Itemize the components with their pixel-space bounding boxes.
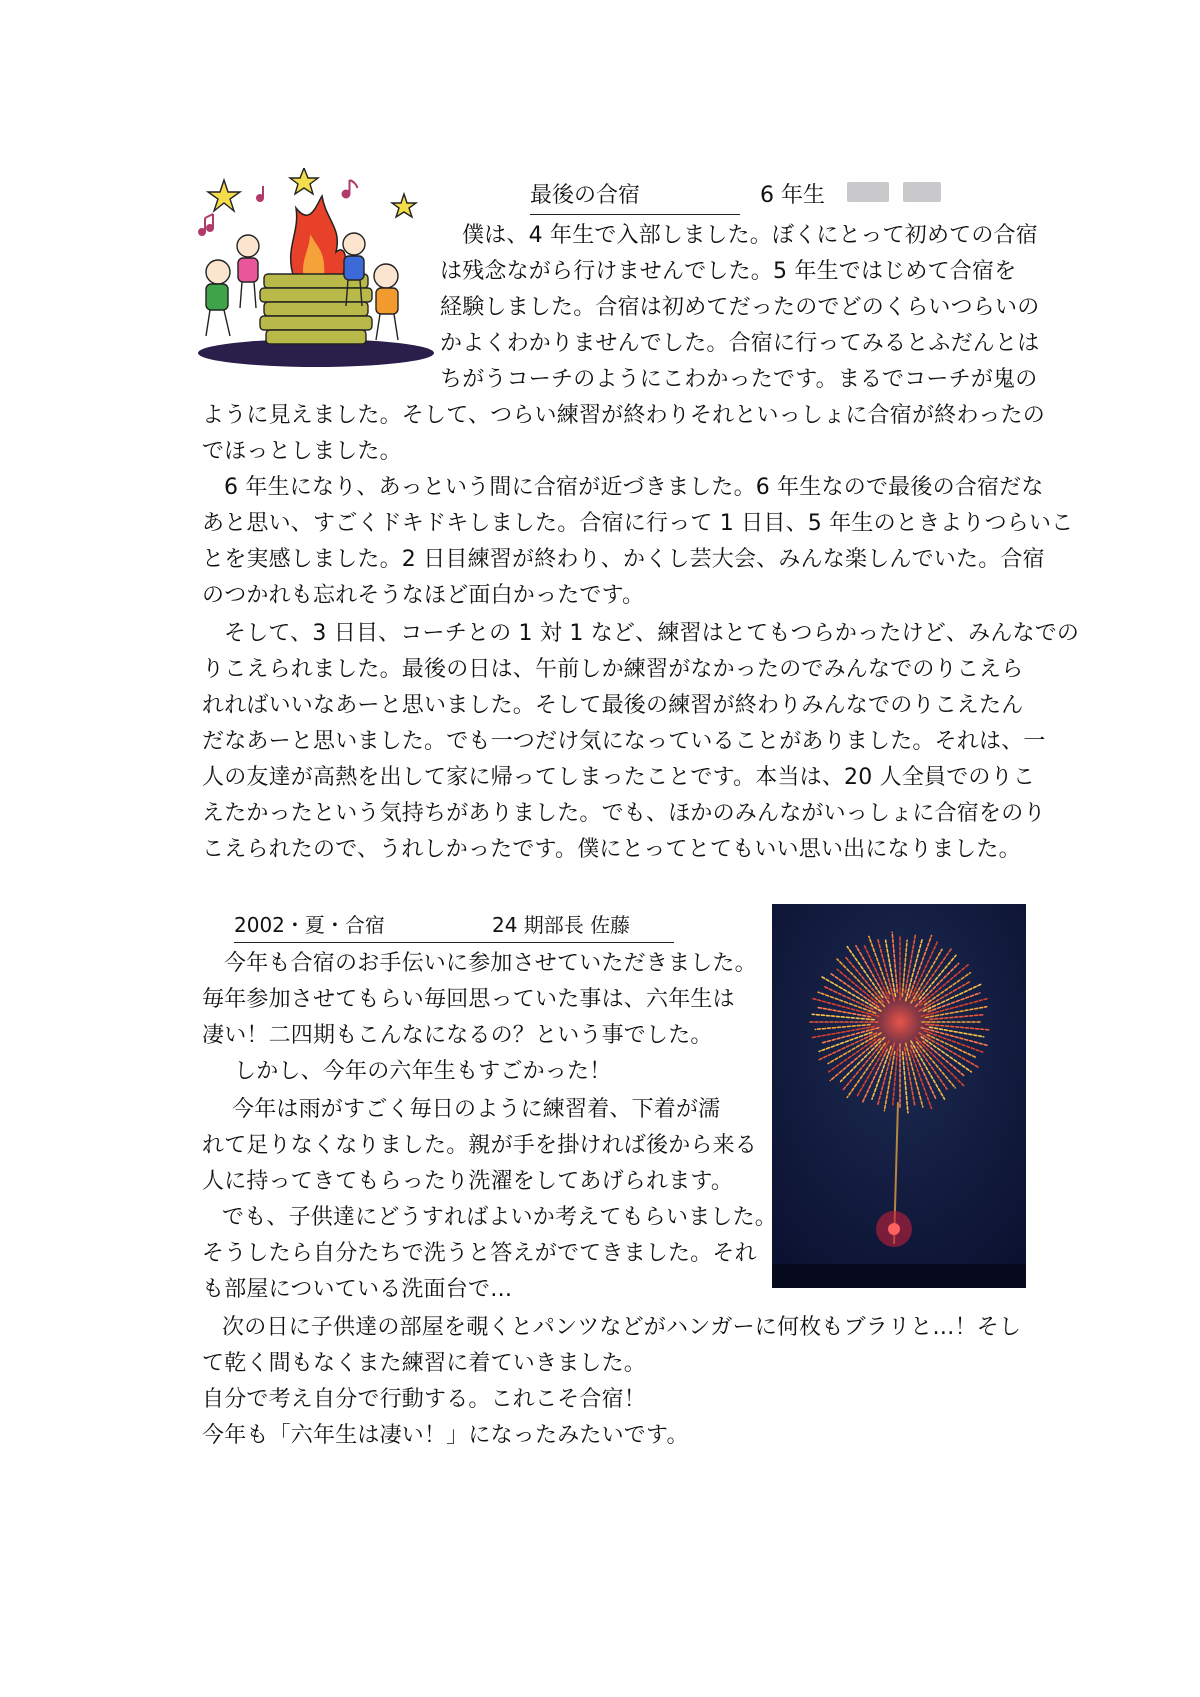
body-line: 今年も合宿のお手伝いに参加させていただきました。	[224, 951, 757, 976]
section2-title: 2002・夏・合宿	[234, 913, 385, 937]
body-line: しかし、今年の六年生もすごかった！	[234, 1059, 612, 1084]
body-line: 6 年生になり、あっという間に合宿が近づきました。6 年生なので最後の合宿だな	[224, 475, 1044, 500]
low-burst-core	[888, 1223, 900, 1235]
section2-header	[234, 908, 674, 943]
body-line: かよくわかりませんでした。合宿に行ってみるとふだんとは	[440, 331, 1040, 356]
redacted-name	[847, 178, 955, 214]
body-line: れればいいなあーと思いました。そして最後の練習が終わりみんなでのりこえたん	[202, 693, 1024, 718]
body-line: 経験しました。合宿は初めてだったのでどのくらいつらいの	[440, 295, 1040, 320]
log-pile-icon	[260, 274, 372, 344]
section2-author: 24 期部長 佐藤	[492, 913, 631, 937]
body-line: 今年は雨がすごく毎日のように練習着、下着が濡	[232, 1097, 721, 1122]
star-icon	[208, 168, 416, 217]
body-line: だなあーと思いました。でも一つだけ気になっていることがありました。それは、一	[202, 729, 1046, 754]
body-line: そして、3 日目、コーチとの 1 対 1 など、練習はとてもつらかったけど、みんなでの	[224, 621, 1080, 646]
body-line: あと思い、すごくドキドキしました。合宿に行って 1 日目、5 年生のときよりつらいこ	[202, 511, 1074, 536]
body-line: えたかったという気持ちがありました。でも、ほかのみんながいっしょに合宿をのり	[202, 801, 1046, 826]
body-line: でも、子供達にどうすればよいか考えてもらいました。	[222, 1205, 778, 1230]
fire-icon	[291, 196, 346, 278]
body-line: は残念ながら行けませんでした。5 年生ではじめて合宿を	[440, 259, 1017, 284]
body-line: でほっとしました。	[202, 439, 402, 464]
campfire-illustration	[196, 168, 436, 368]
horizon	[772, 1264, 1026, 1288]
body-line: 次の日に子供達の部屋を覗くとパンツなどがハンガーに何枚もブラリと…！そし	[222, 1315, 1022, 1340]
body-line: とを実感しました。2 日目練習が終わり、かくし芸大会、みんな楽しんでいた。合宿	[202, 547, 1045, 572]
fireworks-photo	[772, 904, 1026, 1288]
body-line: のつかれも忘れそうなほど面白かったです。	[202, 583, 645, 608]
body-line: も部屋についている洗面台で…	[202, 1277, 513, 1302]
body-line: ように見えました。そして、つらい練習が終わりそれといっしょに合宿が終わったの	[202, 403, 1045, 428]
body-line: 自分で考え自分で行動する。これこそ合宿！	[202, 1387, 647, 1412]
body-line: れて足りなくなりました。親が手を掛ければ後から来る	[202, 1133, 758, 1158]
body-line: りこえられました。最後の日は、午前しか練習がなかったのでみんなでのりこえら	[202, 657, 1024, 682]
body-line: 人の友達が高熱を出して家に帰ってしまったことです。本当は、20 人全員でのりこ	[202, 765, 1036, 790]
body-line: て乾く間もなくまた練習に着ていきました。	[202, 1351, 647, 1376]
section1-title: 最後の合宿	[530, 178, 740, 215]
body-line: 僕は、4 年生で入部しました。ぼくにとって初めての合宿	[462, 223, 1038, 248]
body-line: そうしたら自分たちで洗うと答えがでてきました。それ	[202, 1241, 757, 1266]
section1-header	[530, 178, 1020, 214]
body-line: こえられたので、うれしかったです。僕にとってとてもいい思い出になりました。	[202, 837, 1021, 862]
author-grade: 6 年生	[760, 183, 825, 208]
body-line: 凄い！二四期もこんなになるの？という事でした。	[202, 1023, 713, 1048]
body-line: 今年も「六年生は凄い！」になったみたいです。	[202, 1423, 689, 1448]
body-line: ちがうコーチのようにこわかったです。まるでコーチが鬼の	[440, 367, 1038, 392]
body-line: 人に持ってきてもらったり洗濯をしてあげられます。	[202, 1169, 734, 1194]
body-line: 毎年参加させてもらい毎回思っていた事は、六年生は	[202, 987, 735, 1012]
